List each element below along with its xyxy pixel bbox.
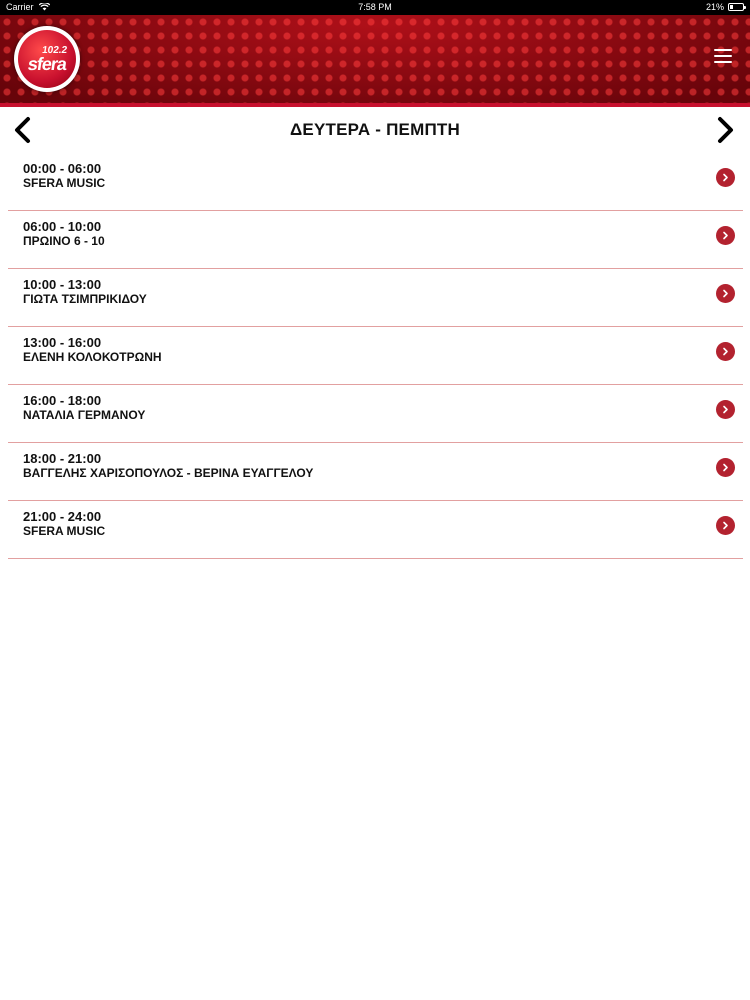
schedule-item[interactable]: [8, 211, 743, 269]
item-show: SFERA MUSIC: [23, 524, 106, 538]
item-show: ΒΑΓΓΕΛΗΣ ΧΑΡΙΣΟΠΟΥΛΟΣ - ΒΕΡΙΝΑ ΕΥΑΓΓΕΛΟΥ: [23, 466, 314, 480]
logo-name: sfera: [26, 53, 68, 74]
item-time: 00:00 - 06:00: [23, 161, 102, 176]
schedule-list: [8, 153, 743, 559]
item-show: ΠΡΩΙΝΟ 6 - 10: [23, 234, 105, 248]
schedule-item[interactable]: [8, 385, 743, 443]
schedule-item[interactable]: [8, 443, 743, 501]
chevron-right-circle-icon[interactable]: [716, 516, 735, 535]
chevron-right-circle-icon[interactable]: [716, 458, 735, 477]
schedule-item[interactable]: [8, 269, 743, 327]
chevron-right-circle-icon[interactable]: [716, 226, 735, 245]
item-time: 13:00 - 16:00: [23, 335, 102, 350]
item-time: 16:00 - 18:00: [23, 393, 102, 408]
item-show: SFERA MUSIC: [23, 176, 106, 190]
item-show: ΓΙΩΤΑ ΤΣΙΜΠΡΙΚΙΔΟΥ: [23, 292, 147, 306]
status-right: [706, 2, 744, 12]
day-title: ΔΕΥΤΕΡΑ - ΠΕΜΠΤΗ: [290, 120, 460, 139]
schedule-item[interactable]: [8, 501, 743, 559]
chevron-right-circle-icon[interactable]: [716, 342, 735, 361]
chevron-right-circle-icon[interactable]: [716, 400, 735, 419]
app-header: [0, 15, 750, 103]
item-time: 18:00 - 21:00: [23, 451, 102, 466]
status-time: 7:58 PM: [358, 2, 392, 12]
chevron-right-circle-icon[interactable]: [716, 284, 735, 303]
item-time: 21:00 - 24:00: [23, 509, 102, 524]
logo-frequency: 102.2: [41, 44, 69, 56]
schedule-item[interactable]: [8, 153, 743, 211]
item-show: ΕΛΕΝΗ ΚΟΛΟΚΟΤΡΩΝΗ: [23, 350, 162, 364]
sfera-logo[interactable]: [14, 26, 80, 92]
battery-level: [730, 5, 733, 9]
battery-percent: 21%: [705, 2, 724, 12]
day-navigation: [0, 107, 750, 153]
status-bar: [0, 0, 750, 15]
chevron-right-icon[interactable]: [712, 116, 738, 144]
logo-badge: [18, 30, 76, 88]
item-time: 10:00 - 13:00: [23, 277, 102, 292]
schedule-item[interactable]: [8, 327, 743, 385]
carrier-label: Carrier: [6, 2, 34, 12]
battery-icon: [728, 3, 744, 11]
chevron-right-circle-icon[interactable]: [716, 168, 735, 187]
item-time: 06:00 - 10:00: [23, 219, 102, 234]
hamburger-menu-icon[interactable]: [714, 49, 732, 63]
item-show: ΝΑΤΑΛΙΑ ΓΕΡΜΑΝΟΥ: [23, 408, 146, 422]
